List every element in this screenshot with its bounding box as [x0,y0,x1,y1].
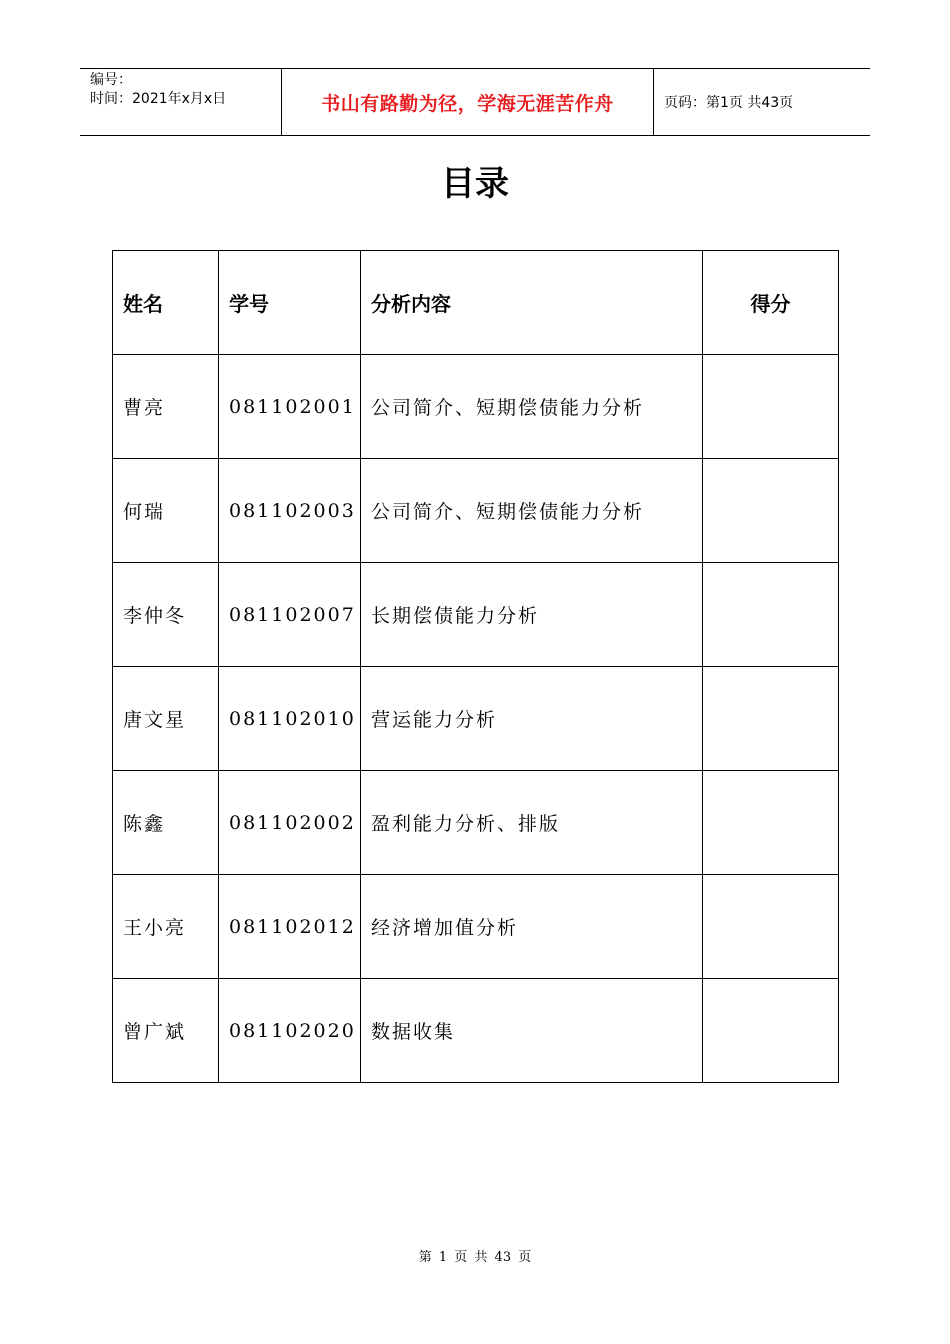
cell-content: 公司简介、短期偿债能力分析 [361,355,703,459]
cell-score [703,355,839,459]
cell-content: 经济增加值分析 [361,875,703,979]
column-header-score: 得分 [703,251,839,355]
cell-name: 王小亮 [113,875,219,979]
cell-score [703,875,839,979]
header-page-info: 页码：第1页 共43页 [664,95,794,111]
cell-student-id: 081102020 [219,979,361,1083]
cell-score [703,771,839,875]
cell-content: 盈利能力分析、排版 [361,771,703,875]
cell-name: 唐文星 [113,667,219,771]
cell-name: 何瑞 [113,459,219,563]
page-footer: 第 1 页 共 43 页 [418,1250,532,1265]
cell-score [703,563,839,667]
cell-student-id: 081102007 [219,563,361,667]
cell-student-id: 081102003 [219,459,361,563]
table-row [113,771,839,875]
document-time-label: 时间：2021年x月x日 [90,91,227,107]
table-header-row [113,251,839,355]
page-title: 目录 [441,164,509,204]
cell-student-id: 081102010 [219,667,361,771]
cell-content: 公司简介、短期偿债能力分析 [361,459,703,563]
cell-content: 营运能力分析 [361,667,703,771]
cell-name: 李仲冬 [113,563,219,667]
cell-student-id: 081102002 [219,771,361,875]
cell-score [703,459,839,563]
page-header [80,68,870,136]
column-header-analysis-content: 分析内容 [361,251,703,355]
cell-content: 长期偿债能力分析 [361,563,703,667]
column-header-name: 姓名 [113,251,219,355]
cell-name: 陈鑫 [113,771,219,875]
cell-score [703,979,839,1083]
cell-name: 曹亮 [113,355,219,459]
cell-name: 曾广斌 [113,979,219,1083]
cell-student-id: 081102001 [219,355,361,459]
table-row [113,355,839,459]
table-row [113,667,839,771]
cell-content: 数据收集 [361,979,703,1083]
cell-student-id: 081102012 [219,875,361,979]
table-row [113,979,839,1083]
table-row [113,563,839,667]
header-meta [80,69,281,135]
cell-score [703,667,839,771]
table-row [113,875,839,979]
document-number-label: 编号： [90,72,132,88]
table-row [113,459,839,563]
assignment-table [112,250,839,1083]
header-motto: 书山有路勤为径，学海无涯苦作舟 [281,69,654,135]
column-header-student-id: 学号 [219,251,361,355]
